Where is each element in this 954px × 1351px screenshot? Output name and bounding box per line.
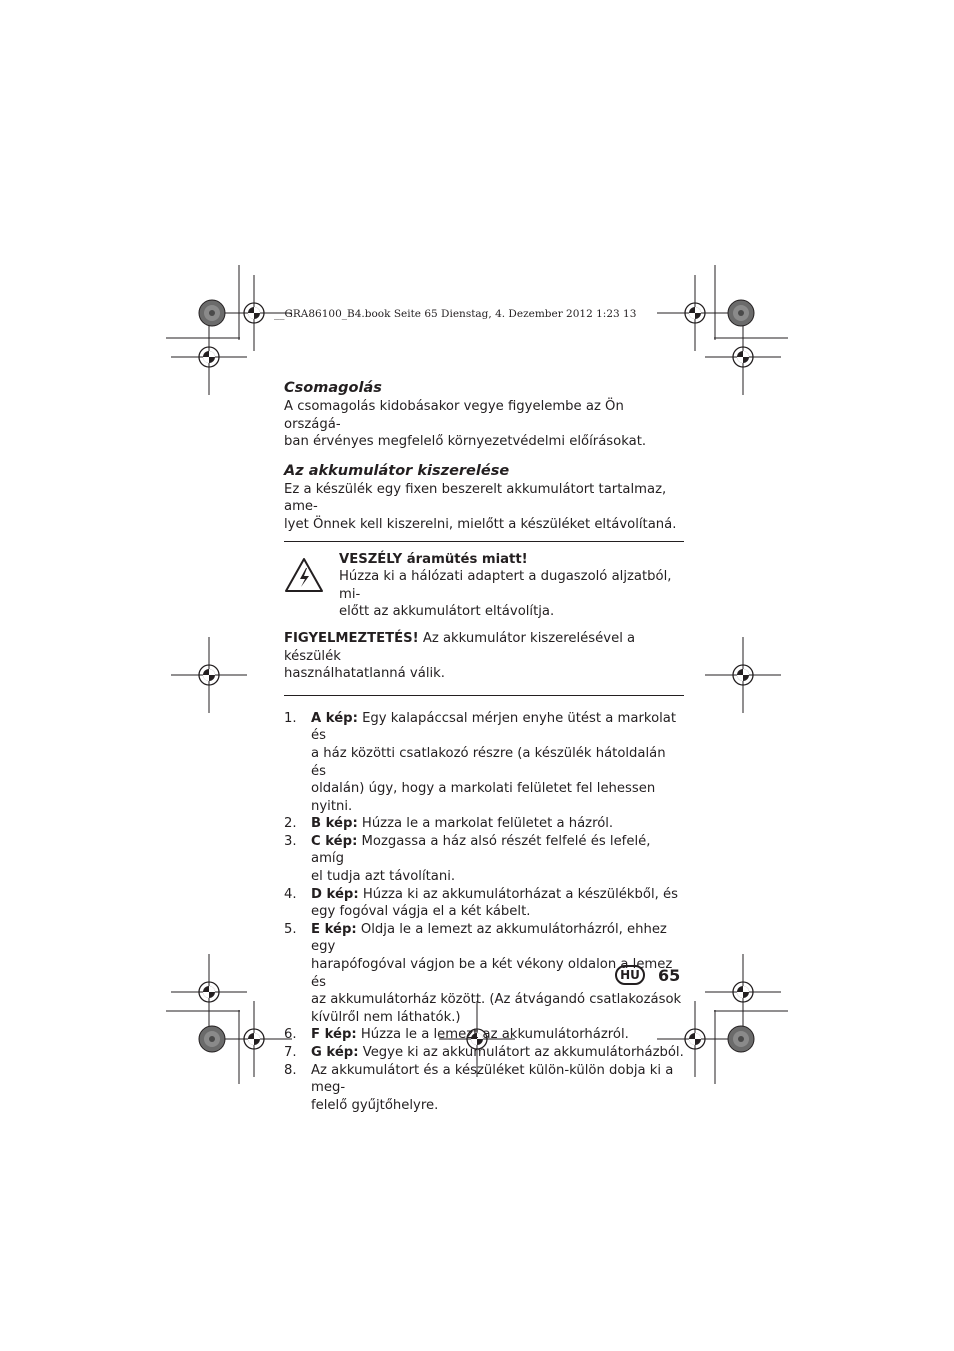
paragraph-line: ban érvényes megfelelő környezetvédelmi előírásokat. [284,434,647,450]
step-text: egy fogóval vágja el a két kábelt. [311,904,531,920]
step-list [284,710,684,1115]
notice-text: Az akkumulátor kiszerelésével a készülék [284,630,636,664]
file-info-line: __GRA86100_B4.book Seite 65 Dienstag, 4. Dezember 2012 1:23 13 [274,308,637,320]
list-item [284,886,684,921]
step-number: 6. [284,1027,297,1043]
step-text: a ház közötti csatlakozó részre (a készülék hátoldalán és [311,745,666,779]
section-heading-battery-removal: Az akkumulátor kiszerelése [284,462,510,479]
step-text: Egy kalapáccsal mérjen enyhe ütést a markolat és [311,710,677,744]
list-item [284,1062,684,1115]
step-text: Oldja le a lemezt az akkumulátorházról, ehhez egy [311,921,667,955]
language-badge: HU [615,965,645,985]
page-number: 65 [658,965,681,985]
list-item [284,1044,684,1062]
step-number: 7. [284,1045,297,1060]
step-text: Mozgassa a ház alsó részét felfelé és lefelé, amíg [311,833,651,867]
list-item [284,815,684,833]
danger-warning [284,551,684,621]
list-item [284,710,684,816]
paragraph-line: lyet Önnek kell kiszerelni, mielőtt a készüléket eltávolítaná. [284,516,677,532]
step-label: F kép: [311,1027,357,1043]
registration-target-icon [705,319,781,395]
notice-text: használhatatlanná válik. [284,666,445,682]
step-label: B kép: [311,816,358,832]
paragraph-line: Ez a készülék egy fixen beszerelt akkumulátort tartalmaz, ame- [284,481,667,515]
color-wheel-icon [199,1026,225,1052]
step-text: felelő gyűjtőhelyre. [311,1097,439,1113]
paragraph-line: A csomagolás kidobásakor vegye figyelembe az Ön országá- [284,399,624,432]
registration-target-icon [171,319,247,395]
divider [284,541,684,542]
registration-target-icon [216,1001,292,1077]
warning-text-line: Húzza ki a hálózati adaptert a dugaszoló aljzatból, mi- [339,569,672,602]
warning-title: VESZÉLY áramütés miatt! [339,551,528,567]
step-text: Húzza le a lemezt az akkumulátorházról. [356,1027,629,1043]
section-heading-packaging: Csomagolás [284,380,382,396]
step-label: A kép: [311,710,358,726]
step-number: 4. [284,886,297,902]
registration-target-icon [171,954,247,1030]
step-text: Húzza ki az akkumulátorházat a készülékből, és [358,886,678,902]
color-wheel-icon [728,1026,754,1052]
step-label: C kép: [311,833,358,849]
notice-paragraph [284,630,684,683]
step-label: G kép: [311,1045,359,1060]
list-item [284,1026,684,1044]
color-wheel-icon [728,300,754,326]
step-text: kívülről nem láthatók.) [311,1009,461,1025]
page-footer [615,965,680,985]
step-text: Vegye ki az akkumulátort az akkumulátorházból. [358,1045,684,1060]
step-text: Az akkumulátort és a készüléket külön-külön dobja ki a meg- [311,1062,674,1096]
step-number: 3. [284,833,297,849]
registration-target-icon [657,275,733,351]
color-wheel-icon [199,300,225,326]
step-text: Húzza le a markolat felületet a házról. [357,816,614,832]
registration-target-icon [171,637,247,713]
electric-shock-warning-icon [284,557,324,593]
registration-target-icon [705,954,781,1030]
list-item [284,833,684,886]
step-text: el tudja azt távolítani. [311,869,456,885]
step-label: E kép: [311,921,357,937]
page-content [284,378,684,1114]
step-label: D kép: [311,886,359,902]
step-number: 2. [284,816,297,832]
step-number: 1. [284,710,297,726]
notice-label: FIGYELMEZTETÉS! [284,630,419,646]
step-number: 8. [284,1062,297,1078]
step-text: az akkumulátorház között. (Az átvágandó csatlakozások [311,992,682,1008]
step-text: harapófogóval vágjon be a két vékony oldalon a lemez és [311,957,673,990]
step-number: 5. [284,921,297,937]
divider [284,695,684,696]
registration-target-icon [705,637,781,713]
warning-text-line: előtt az akkumulátort eltávolítja. [339,604,555,620]
step-text: oldalán) úgy, hogy a markolati felületet fel lehessen nyitni. [311,781,656,814]
